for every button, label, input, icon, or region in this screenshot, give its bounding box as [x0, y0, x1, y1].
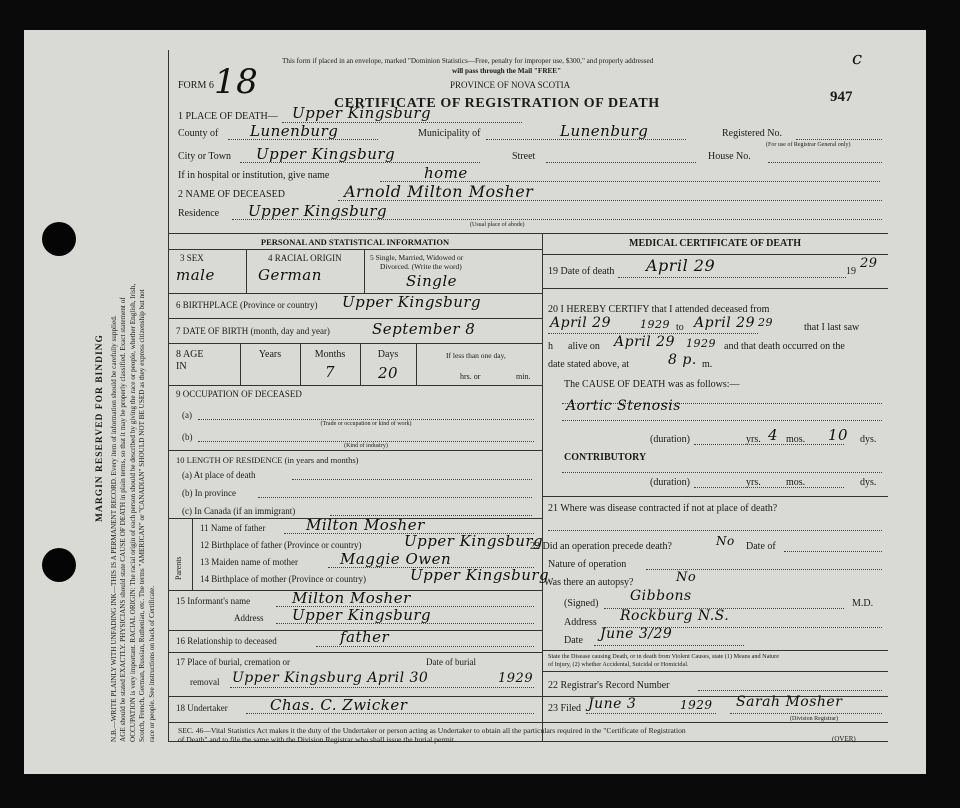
relationship-line [316, 646, 534, 647]
county-label: County of [178, 128, 219, 139]
date-of-line [784, 551, 882, 552]
form-left-border [168, 50, 169, 742]
racial-divider [364, 249, 365, 293]
signed-value: Gibbons [630, 588, 692, 604]
margin-instructions [110, 284, 157, 742]
father-birthplace-label: 12 Birthplace of father (Province or country) [200, 540, 362, 550]
nature-label: Nature of operation [548, 559, 627, 570]
envelope-note: This form if placed in an envelope, marked "Dominion Statistics—Free, penalty for improper use, $300," and properly addressed [282, 57, 654, 65]
sec46-note: SEC. 46—Vital Statistics Act makes it the duty of the Undertaker or person acting as Undertaker to obtain all the particulars required in the "Certificate of Registration [178, 726, 686, 735]
sex-divider [246, 249, 247, 293]
certificate-title: CERTIFICATE OF REGISTRATION OF DEATH [334, 96, 660, 111]
county-value: Lunenburg [250, 122, 339, 140]
racial-origin-value: German [258, 266, 322, 284]
occupation-a-note: (Trade or occupation or kind of work) [320, 421, 412, 427]
res-at-place: (a) At place of death [182, 470, 256, 480]
margin-line: Scotch, French, German, Russian, Ruthenian, etc. The terms "AMERICAN" or "CANADIAN" SHOULD NOT BE USED as they express citizenship but not [138, 289, 147, 742]
deceased-name-label: 2 NAME OF DECEASED [178, 189, 285, 200]
house-label: House No. [708, 151, 751, 162]
occupation-b-note: (Kind of industry) [344, 443, 388, 449]
occupation-label: 9 OCCUPATION OF DECEASED [176, 389, 302, 399]
residence-note: (Usual place of abode) [470, 222, 525, 228]
right-row-line [542, 671, 888, 672]
right-row-line [542, 288, 888, 289]
date-of-death-year: 29 [860, 256, 878, 271]
q22-value: No [716, 534, 735, 548]
res-in-province: (b) In province [182, 488, 236, 498]
filed-value: June 3 [588, 696, 637, 712]
stated-time-value: 8 p. [668, 352, 697, 368]
contributory-label: CONTRIBUTORY [564, 452, 647, 463]
alive-on-year: 1929 [686, 337, 716, 350]
registered-line [796, 139, 882, 140]
sex-value: male [176, 266, 215, 284]
hrs-label: hrs. or [460, 372, 481, 381]
cause-label: The CAUSE OF DEATH was as follows:— [564, 379, 740, 390]
burial-value: Upper Kingsburg April 30 [232, 670, 429, 686]
age-label: 8 AGE [176, 349, 204, 360]
birthplace-value: Upper Kingsburg [342, 293, 482, 311]
days-label: Days [377, 349, 399, 360]
burial-year: 1929 [498, 671, 534, 686]
alive-on-value: April 29 [614, 334, 675, 350]
attended-from-year: 1929 [640, 318, 670, 331]
mother-birthplace-value: Upper Kingsburg [410, 566, 550, 584]
date-of-death-value: April 29 [646, 256, 716, 275]
mother-name-value: Maggie Owen [340, 550, 452, 568]
form-label: FORM 6 [178, 80, 214, 91]
physician-address-label: Address [564, 617, 597, 628]
left-row-line [168, 450, 542, 451]
registered-note: (For use of Registrar General only) [766, 142, 851, 148]
municipality-label: Municipality of [418, 128, 481, 139]
date-of-birth-label: 7 DATE OF BIRTH (month, day and year) [176, 326, 330, 336]
margin-reserved-label: MARGIN RESERVED FOR BINDING [95, 334, 105, 522]
registrar-record-line [698, 690, 882, 691]
place-of-death-value: Upper Kingsburg [292, 104, 432, 122]
left-row-line [168, 318, 542, 319]
relationship-value: father [340, 628, 390, 646]
street-label: Street [512, 151, 536, 162]
death-occurred-label: and that death occurred on the [724, 341, 845, 352]
filed-label: 23 Filed [548, 703, 582, 714]
burial-line [230, 687, 534, 688]
contributory-dys-label: dys. [860, 477, 877, 488]
registrar-signature: Sarah Mosher [736, 694, 843, 710]
last-saw-label: that I last saw [804, 322, 860, 333]
undertaker-label: 18 Undertaker [176, 703, 228, 713]
attended-to-value: April 29 [694, 315, 755, 331]
registrar-signature-line [730, 713, 882, 714]
md-label: M.D. [852, 598, 874, 609]
registrar-record-label: 22 Registrar's Record Number [548, 680, 670, 691]
margin-line: N.B.—WRITE PLAINLY WITH UNFADING INK—THIS IS A PERMANENT RECORD. Every item of information should be carefully supplied. [110, 315, 118, 742]
q21-label: 21 Where was disease contracted if not at place of death? [548, 503, 778, 514]
date-of-birth-value: September 8 [372, 320, 476, 338]
autopsy-label: Was there an autopsy? [544, 577, 634, 588]
occupation-a-line [198, 419, 534, 420]
marital-label: 5 Single, Married, Widowed or [370, 253, 464, 262]
burial-label: 17 Place of burial, cremation or [176, 657, 290, 667]
personal-section-title: PERSONAL AND STATISTICAL INFORMATION [260, 237, 450, 247]
father-name-value: Milton Mosher [306, 516, 425, 534]
years-label: Years [258, 349, 282, 360]
left-row-line [168, 343, 542, 344]
deceased-name-value: Arnold Milton Mosher [344, 182, 534, 201]
autopsy-value: No [676, 570, 697, 585]
alive-on-label: alive on [568, 341, 600, 352]
medical-section-title: MEDICAL CERTIFICATE OF DEATH [629, 238, 801, 249]
duration-line [694, 444, 844, 445]
house-line [768, 162, 882, 163]
occupation-a: (a) [182, 410, 192, 420]
punch-hole-top [42, 222, 76, 256]
alive-prefix: h [548, 341, 553, 352]
duration-days: 10 [828, 426, 849, 444]
municipality-value: Lunenburg [560, 122, 649, 140]
date-of-death-label: 19 Date of death [548, 266, 615, 277]
residence-length-label: 10 LENGTH OF RESIDENCE (in years and months) [176, 455, 359, 465]
burial-date-label: Date of burial [426, 657, 476, 667]
division-registrar-note: (Division Registrar) [790, 716, 839, 722]
marital-value: Single [406, 272, 458, 290]
occupation-b: (b) [182, 432, 193, 442]
left-row-line [168, 385, 542, 386]
duration-dys-label: dys. [860, 434, 877, 445]
form-number-handwritten: 18 [214, 62, 259, 102]
margin-line: OCCUPATION is very important. RACIAL ORIGIN: The racial origin of each person should be described by giving the race or people, whether English, Irish, [128, 283, 137, 742]
occupation-b-line [198, 441, 534, 442]
physician-date-value: June 3/29 [600, 626, 673, 642]
informant-label: 15 Informant's name [176, 596, 251, 606]
margin-line: race or people. See instructions on back of Certificate. [147, 585, 156, 742]
cause-value: Aortic Stenosis [566, 398, 681, 414]
over-label: (OVER) [832, 735, 856, 743]
duration-months: 4 [768, 426, 779, 444]
certify-label: 20 I HEREBY CERTIFY that I attended deceased from [548, 304, 770, 315]
parents-divider [192, 518, 193, 590]
mother-birthplace-label: 14 Birthplace of mother (Province or country) [200, 574, 366, 584]
physician-date-line [594, 645, 744, 646]
main-table-top [168, 233, 888, 234]
right-row-line [542, 650, 888, 651]
date-of-death-line [618, 277, 846, 278]
registered-label: Registered No. [722, 128, 782, 139]
contributory-yrs-label: yrs. [746, 477, 761, 488]
date-of-death-year-prefix: 19 [846, 266, 856, 277]
contributory-mos-label: mos. [786, 477, 806, 488]
stated-above-label: date stated above, at [548, 359, 630, 370]
duration-yrs-label: yrs. [746, 434, 761, 445]
residence-value: Upper Kingsburg [248, 202, 388, 220]
father-name-label: 11 Name of father [200, 523, 266, 533]
informant-address-value: Upper Kingsburg [292, 606, 432, 624]
filed-year: 1929 [680, 698, 713, 712]
stated-time-suffix: m. [702, 359, 713, 370]
to-label: to [676, 322, 684, 333]
sec46-note-2: of Death" and to file the same with the Division Registrar who shall issue the burial permit. [178, 735, 456, 744]
res-a-line [292, 479, 532, 480]
left-row-line [168, 652, 542, 653]
relationship-label: 16 Relationship to deceased [176, 636, 277, 646]
residence-label: Residence [178, 208, 220, 219]
days-value: 20 [377, 364, 399, 382]
marital-label-2: Divorced. (Write the word) [380, 262, 462, 271]
city-label: City or Town [178, 151, 232, 162]
informant-value: Milton Mosher [292, 589, 411, 607]
left-row-line [168, 249, 542, 250]
right-row-line [542, 496, 888, 497]
duration-label: (duration) [650, 434, 690, 445]
physician-date-label: Date [564, 635, 583, 646]
violent-causes-note: State the Disease causing Death, or in death from Violent Causes, state (1) Means and Nature [548, 653, 779, 660]
birthplace-label: 6 BIRTHPLACE (Province or country) [176, 300, 318, 310]
removal-label: removal [190, 677, 220, 687]
corner-mark: c [852, 48, 863, 69]
mother-name-label: 13 Maiden name of mother [200, 557, 298, 567]
attended-to-year: 29 [758, 316, 773, 329]
city-value: Upper Kingsburg [256, 145, 396, 163]
contributory-duration-line [694, 487, 844, 488]
cause-line-2 [562, 420, 882, 421]
res-in-canada: (c) In Canada (if an immigrant) [182, 506, 296, 516]
attended-from-value: April 29 [550, 315, 611, 331]
place-of-death-label: 1 PLACE OF DEATH— [178, 111, 278, 122]
res-b-line [258, 497, 532, 498]
right-row-line [542, 254, 888, 255]
contributory-duration-label: (duration) [650, 477, 690, 488]
signed-label: (Signed) [564, 598, 599, 609]
punch-hole-bottom [42, 548, 76, 582]
street-line [546, 162, 696, 163]
sex-label: 3 SEX [180, 253, 204, 263]
undertaker-value: Chas. C. Zwicker [270, 696, 408, 714]
father-birthplace-value: Upper Kingsburg [404, 532, 544, 550]
min-label: min. [516, 372, 531, 381]
violent-causes-note-2: of Injury, (2) whether Accidental, Suicidal or Homicidal. [548, 661, 689, 668]
margin-line: AGE should be stated EXACTLY. PHYSICIANS should state CAUSE OF DEATH in plain terms, so that it may be properly classified. Exact statement of [119, 297, 128, 742]
parents-label: Parents [174, 556, 183, 580]
footer-top-line [168, 722, 888, 723]
racial-origin-label: 4 RACIAL ORIGIN [268, 253, 342, 263]
province-label: PROVINCE OF NOVA SCOTIA [450, 80, 571, 90]
hospital-label: If in hospital or institution, give name [178, 170, 330, 181]
q21-line [548, 530, 882, 531]
months-value: 7 [324, 363, 336, 381]
age-in-label: IN [176, 361, 187, 372]
physician-address-value: Rockburg N.S. [620, 608, 730, 624]
envelope-note-2: will pass through the Mail "FREE" [452, 67, 562, 75]
informant-address-label: Address [234, 613, 264, 623]
hospital-value: home [424, 164, 468, 182]
months-label: Months [314, 349, 346, 360]
duration-mos-label: mos. [786, 434, 806, 445]
certificate-number: 947 [830, 89, 853, 105]
less-than-day-label: If less than one day, [446, 351, 506, 360]
date-of-label: Date of [746, 541, 776, 552]
filed-line [586, 713, 716, 714]
contributory-line [562, 472, 882, 473]
column-divider [542, 233, 543, 741]
age-divider [416, 343, 417, 385]
q22-label: 22 Did an operation precede death? [530, 541, 672, 552]
